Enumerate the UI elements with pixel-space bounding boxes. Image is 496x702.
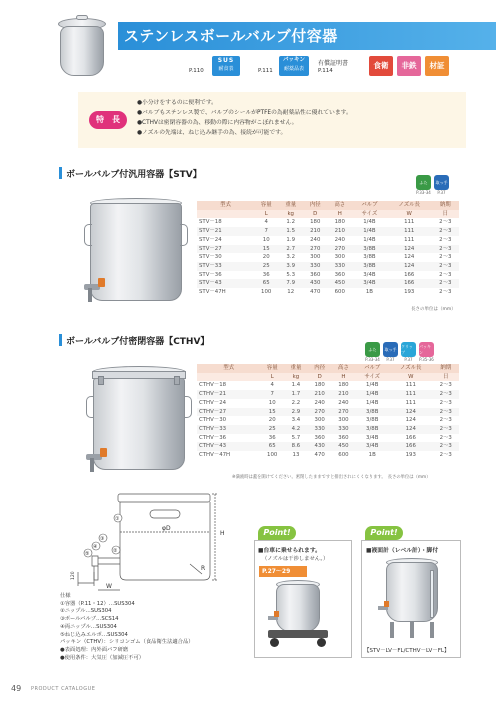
clip-icon-page: P.37: [404, 357, 413, 362]
dim-r-label: R: [201, 565, 206, 572]
table-cell: 180: [327, 218, 352, 227]
table-cell: 124: [389, 408, 432, 417]
table-cell: 8.6: [284, 442, 308, 451]
ref-certificate-page[interactable]: P.114: [318, 68, 333, 74]
table-cell: CTHV－36: [197, 434, 260, 443]
callout-4: ④: [93, 544, 98, 550]
table-cell: CTHV－21: [197, 390, 260, 399]
table-cell: 2.2: [284, 399, 308, 408]
table-row: [197, 227, 459, 236]
feature-item: ●バルブもステンレス製で、バルブのシールがPTFEの為耐薬品性に優れています。: [137, 110, 352, 116]
table-cell: 1.9: [278, 236, 303, 245]
table-cell: 193: [389, 451, 432, 460]
col-header: 型式: [197, 364, 260, 373]
table-cell: 1/4B: [352, 236, 387, 245]
table-cell: STV－36: [197, 271, 254, 280]
table-cell: 3/4B: [355, 442, 389, 451]
table-cell: 2～3: [432, 262, 459, 271]
table-cell: 360: [332, 434, 356, 443]
col-header: 型式: [197, 201, 254, 210]
handle-icon-page: P.37: [437, 190, 446, 195]
cthv-table: [197, 364, 459, 460]
col-unit: W: [387, 210, 432, 219]
table-cell: 3/8B: [352, 253, 387, 262]
col-unit: [197, 373, 260, 382]
footer-page-number: 49: [11, 684, 22, 693]
handle-icon[interactable]: [383, 342, 398, 357]
table-cell: 270: [332, 408, 356, 417]
table-cell: 2～3: [432, 279, 459, 288]
col-unit: サイズ: [352, 210, 387, 219]
feature-item: ●ノズルの先端は、ねじ込み継手の為、接続が可能です。: [137, 130, 287, 136]
lid-icon-label: ふた: [368, 346, 377, 352]
table-cell: 25: [260, 425, 284, 434]
table-cell: 2～3: [432, 253, 459, 262]
diagram-lines: [78, 494, 218, 590]
table-cell: CTHV－30: [197, 416, 260, 425]
ref-certificate-text[interactable]: 有償証明書: [318, 60, 349, 67]
table-cell: 360: [303, 271, 328, 280]
col-unit: D: [303, 210, 328, 219]
stv-product-image: [84, 198, 188, 310]
table-cell: 166: [387, 279, 432, 288]
cthv-table-body: [197, 381, 459, 459]
col-unit: L: [254, 210, 279, 219]
gasket-icon[interactable]: [419, 342, 434, 357]
table-cell: STV－18: [197, 218, 254, 227]
table-cell: 2～3: [432, 390, 459, 399]
lid-icon-page: P.33-34: [416, 190, 431, 195]
table-cell: 2.7: [278, 245, 303, 254]
table-cell: 12: [278, 288, 303, 297]
col-header: ノズル長: [387, 201, 432, 210]
col-header: バルブ: [352, 201, 387, 210]
table-cell: 65: [260, 442, 284, 451]
table-row: [197, 434, 459, 443]
table-cell: 2～3: [432, 416, 459, 425]
table-cell: STV－43: [197, 279, 254, 288]
table-cell: 430: [308, 442, 332, 451]
col-unit: kg: [284, 373, 308, 382]
table-cell: 470: [308, 451, 332, 460]
col-unit: H: [327, 210, 352, 219]
section1-title: ボールバルブ付汎用容器【STV】: [66, 170, 202, 180]
table-row: [197, 245, 459, 254]
table-cell: 2～3: [432, 451, 459, 460]
table-cell: 15: [254, 245, 279, 254]
table-cell: 450: [332, 442, 356, 451]
table-row: [197, 253, 459, 262]
table-header-row: [197, 364, 459, 373]
section1-marker: [59, 167, 62, 179]
spec-line: ●表面処理：内外面バフ研磨: [60, 646, 129, 653]
table-header-row: [197, 201, 459, 210]
table-cell: 111: [387, 218, 432, 227]
table-cell: 3/8B: [355, 425, 389, 434]
col-unit: L: [260, 373, 284, 382]
table-cell: STV－30: [197, 253, 254, 262]
table-cell: 25: [254, 262, 279, 271]
ref-packing-badge-line1: パッキン: [283, 57, 305, 63]
clip-icon[interactable]: [401, 342, 416, 357]
table-cell: 111: [387, 227, 432, 236]
col-unit: kg: [278, 210, 303, 219]
table-row: [197, 425, 459, 434]
table-cell: 1.2: [278, 218, 303, 227]
table-cell: CTHV－43: [197, 442, 260, 451]
table-row: [197, 236, 459, 245]
table-cell: 2～3: [432, 399, 459, 408]
col-unit: W: [389, 373, 432, 382]
col-unit: サイズ: [355, 373, 389, 382]
stv-table: [197, 201, 459, 297]
table-row: [197, 262, 459, 271]
table-cell: 1B: [352, 288, 387, 297]
table-row: [197, 279, 459, 288]
point1-badge: Point!: [258, 526, 296, 540]
table-cell: 2.9: [284, 408, 308, 417]
col-unit: H: [332, 373, 356, 382]
table-cell: 300: [332, 416, 356, 425]
handle-icon-label: 取っ手: [384, 346, 397, 352]
table-cell: 1/4B: [352, 218, 387, 227]
table-cell: 2～3: [432, 442, 459, 451]
table-cell: 3.4: [284, 416, 308, 425]
table-cell: 111: [387, 236, 432, 245]
table-cell: 3/8B: [352, 262, 387, 271]
table-cell: 3/8B: [355, 416, 389, 425]
table-cell: 470: [303, 288, 328, 297]
section2-title: ボールバルブ付密閉容器【CTHV】: [66, 337, 210, 347]
table-cell: 7.9: [278, 279, 303, 288]
table-cell: 111: [389, 390, 432, 399]
ref-sus-page[interactable]: P.110: [189, 68, 204, 74]
callout-1: ①: [115, 516, 120, 522]
table-cell: 1/4B: [352, 227, 387, 236]
table-cell: 13: [284, 451, 308, 460]
table-cell: 2～3: [432, 434, 459, 443]
col-unit: 日: [432, 210, 459, 219]
table-cell: 124: [387, 253, 432, 262]
feature-item: ●小分けをするのに便利です。: [137, 100, 217, 106]
gasket-icon-label: パッキン: [419, 343, 431, 355]
spec-line: ●使用条件：大気圧（加減圧不可）: [60, 654, 145, 661]
dim-d-label: φD: [162, 525, 171, 532]
table-cell: 1.5: [278, 227, 303, 236]
tag-food: 食衛: [369, 56, 393, 76]
col-header: 納期: [432, 364, 459, 373]
point1-title: ■台車に乗せられます。: [258, 548, 321, 554]
ref-packing-page[interactable]: P.111: [258, 68, 273, 74]
table-cell: 7: [254, 227, 279, 236]
table-cell: 210: [332, 390, 356, 399]
table-cell: 193: [387, 288, 432, 297]
col-header: ノズル長: [389, 364, 432, 373]
table-cell: 20: [254, 253, 279, 262]
table-cell: 360: [327, 271, 352, 280]
ref-packing-badge-line2: 耐薬品表: [283, 66, 304, 72]
table-cell: CTHV－33: [197, 425, 260, 434]
table-cell: STV－27: [197, 245, 254, 254]
table-cell: 1.4: [284, 381, 308, 390]
lid-icon[interactable]: [365, 342, 380, 357]
table-cell: 3/4B: [352, 279, 387, 288]
table-cell: 450: [327, 279, 352, 288]
table-cell: 100: [260, 451, 284, 460]
table-cell: 360: [308, 434, 332, 443]
point1-sub: （ノズルは干渉しません。）: [262, 556, 329, 562]
section1-unit-note: 長さの単位は（mm）: [411, 307, 456, 312]
table-cell: 65: [254, 279, 279, 288]
table-cell: 15: [260, 408, 284, 417]
lid-icon-label: ふた: [419, 179, 428, 185]
point2-badge: Point!: [365, 526, 403, 540]
table-cell: 3/4B: [352, 271, 387, 280]
cthv-table-wrap: [197, 364, 459, 460]
table-cell: 430: [303, 279, 328, 288]
table-cell: 2～3: [432, 271, 459, 280]
cthv-product-image: [86, 366, 192, 478]
table-cell: 3.2: [278, 253, 303, 262]
table-cell: 4: [254, 218, 279, 227]
dimension-diagram: [58, 490, 246, 596]
col-header: バルブ: [355, 364, 389, 373]
table-cell: 111: [389, 399, 432, 408]
table-cell: 2～3: [432, 218, 459, 227]
table-cell: 1/4B: [355, 381, 389, 390]
feature-item: ●CTHVは密閉容器の為、移動の際に内容物がこぼれません。: [137, 120, 298, 126]
table-cell: 124: [389, 425, 432, 434]
table-row: [197, 416, 459, 425]
table-cell: 36: [254, 271, 279, 280]
col-header: 内径: [308, 364, 332, 373]
clip-icon-label: クリップ: [401, 343, 413, 355]
table-cell: 4: [260, 381, 284, 390]
table-cell: 2～3: [432, 425, 459, 434]
table-row: [197, 381, 459, 390]
table-cell: 2～3: [432, 245, 459, 254]
table-cell: 10: [260, 399, 284, 408]
table-cell: 36: [260, 434, 284, 443]
callout-5: ⑤: [85, 551, 90, 557]
table-cell: 330: [327, 262, 352, 271]
table-cell: 270: [327, 245, 352, 254]
tag-nonferrous: 非鉄: [397, 56, 421, 76]
tag-material-cert: 材証: [425, 56, 449, 76]
table-cell: 1.7: [284, 390, 308, 399]
col-header: 内径: [303, 201, 328, 210]
lid-icon-page: P.33-34: [365, 357, 380, 362]
ref-sus-badge-line2: 耐食表: [218, 66, 234, 72]
table-cell: 240: [303, 236, 328, 245]
spec-line: ①容器（P.11・12）…SUS304: [60, 600, 135, 607]
table-cell: 10: [254, 236, 279, 245]
point2-title: ■液面計（レベル計）・脚付: [366, 548, 439, 554]
ref-packing-badge[interactable]: [279, 56, 309, 76]
table-cell: 100: [254, 288, 279, 297]
col-header: 高さ: [327, 201, 352, 210]
table-cell: STV－47H: [197, 288, 254, 297]
col-header: 容量: [260, 364, 284, 373]
table-cell: 240: [308, 399, 332, 408]
specs-list: [60, 593, 194, 662]
table-cell: 300: [327, 253, 352, 262]
table-cell: 1B: [355, 451, 389, 460]
table-cell: 4.2: [284, 425, 308, 434]
ref-sus-badge[interactable]: [212, 56, 240, 76]
table-cell: 600: [332, 451, 356, 460]
stv-table-body: [197, 218, 459, 296]
footer-catalog: PRODUCT CATALOGUE: [31, 686, 96, 692]
table-row: [197, 442, 459, 451]
gasket-icon-page: P.35-36: [419, 357, 434, 362]
table-cell: 210: [327, 227, 352, 236]
col-unit: [197, 210, 254, 219]
point2-image: [380, 558, 444, 642]
table-cell: 240: [332, 399, 356, 408]
col-header: 重量: [278, 201, 303, 210]
table-cell: 3/4B: [355, 434, 389, 443]
col-header: 容量: [254, 201, 279, 210]
col-header: 納期: [432, 201, 459, 210]
table-cell: 2～3: [432, 236, 459, 245]
table-cell: 180: [308, 381, 332, 390]
table-cell: 3/8B: [355, 408, 389, 417]
table-unit-row: [197, 373, 459, 382]
table-cell: 124: [387, 245, 432, 254]
table-cell: 600: [327, 288, 352, 297]
section2-note: ※満液時は蓋を開けてください。密閉したままですと排出されにくくなります。 長さの単位は（mm）: [232, 475, 431, 480]
col-header: 重量: [284, 364, 308, 373]
callout-2: ②: [113, 548, 118, 554]
table-row: [197, 271, 459, 280]
table-cell: 124: [387, 262, 432, 271]
ref-sus-badge-line1: SUS: [217, 57, 235, 64]
table-cell: 240: [327, 236, 352, 245]
table-row: [197, 288, 459, 297]
table-cell: 330: [332, 425, 356, 434]
spec-line: ④両ニップル…SUS304: [60, 623, 117, 630]
table-cell: 2～3: [432, 381, 459, 390]
header-product-image: [55, 18, 109, 80]
table-cell: 166: [387, 271, 432, 280]
spec-line: パッキン（CTHV）：シリコンゴム（食品衛生法適合品）: [60, 639, 194, 646]
table-cell: 300: [308, 416, 332, 425]
dim-h-label: H: [220, 530, 225, 537]
point2-caption: 【STV－LV－FL/CTHV－LV－FL】: [364, 648, 450, 654]
features-list: [137, 98, 352, 138]
table-cell: 124: [389, 416, 432, 425]
table-cell: 20: [260, 416, 284, 425]
table-row: [197, 451, 459, 460]
spec-line: 仕様: [60, 593, 71, 599]
table-cell: CTHV－47H: [197, 451, 260, 460]
table-cell: STV－21: [197, 227, 254, 236]
col-unit: 日: [432, 373, 459, 382]
table-cell: 210: [308, 390, 332, 399]
table-cell: 300: [303, 253, 328, 262]
handle-icon[interactable]: [434, 175, 449, 190]
table-cell: STV－33: [197, 262, 254, 271]
col-header: 高さ: [332, 364, 356, 373]
table-cell: 2～3: [432, 408, 459, 417]
handle-icon-label: 取っ手: [435, 179, 448, 185]
dim-120-label: 120: [71, 571, 76, 580]
stv-table-wrap: [197, 201, 459, 297]
dim-w-label: W: [106, 583, 112, 590]
table-cell: 166: [389, 442, 432, 451]
table-cell: 270: [303, 245, 328, 254]
table-row: [197, 408, 459, 417]
table-cell: STV－24: [197, 236, 254, 245]
section1-icons: [416, 175, 449, 195]
table-cell: 166: [389, 434, 432, 443]
table-cell: 3/8B: [352, 245, 387, 254]
table-cell: 180: [303, 218, 328, 227]
table-cell: CTHV－18: [197, 381, 260, 390]
spec-line: ③ボールバルブ…SCS14: [60, 616, 119, 623]
spec-line: ②ニップル…SUS304: [60, 608, 112, 615]
table-cell: 2～3: [432, 288, 459, 297]
table-row: [197, 218, 459, 227]
handle-icon-page: P.37: [386, 357, 395, 362]
table-cell: 2～3: [432, 227, 459, 236]
col-unit: D: [308, 373, 332, 382]
table-cell: 330: [303, 262, 328, 271]
table-cell: 7: [260, 390, 284, 399]
table-cell: 210: [303, 227, 328, 236]
table-cell: 270: [308, 408, 332, 417]
table-unit-row: [197, 210, 459, 219]
table-cell: 180: [332, 381, 356, 390]
spec-line: ⑤ねじ込みエルボ…SUS304: [60, 631, 128, 638]
table-row: [197, 399, 459, 408]
point1-image: [266, 580, 330, 654]
table-cell: 5.7: [284, 434, 308, 443]
page-title: ステンレスボールバルブ付容器: [124, 27, 338, 45]
table-cell: 3.9: [278, 262, 303, 271]
table-cell: 5.3: [278, 271, 303, 280]
table-cell: 1/4B: [355, 399, 389, 408]
table-row: [197, 390, 459, 399]
lid-icon[interactable]: [416, 175, 431, 190]
table-cell: 111: [389, 381, 432, 390]
callout-3: ③: [100, 536, 105, 542]
table-cell: 1/4B: [355, 390, 389, 399]
table-cell: CTHV－24: [197, 399, 260, 408]
point1-ref[interactable]: P.27～29: [259, 566, 307, 577]
section2-icons: [365, 342, 434, 362]
table-cell: 330: [308, 425, 332, 434]
section2-marker: [59, 334, 62, 346]
table-cell: CTHV－27: [197, 408, 260, 417]
features-badge: 特 長: [89, 111, 127, 129]
